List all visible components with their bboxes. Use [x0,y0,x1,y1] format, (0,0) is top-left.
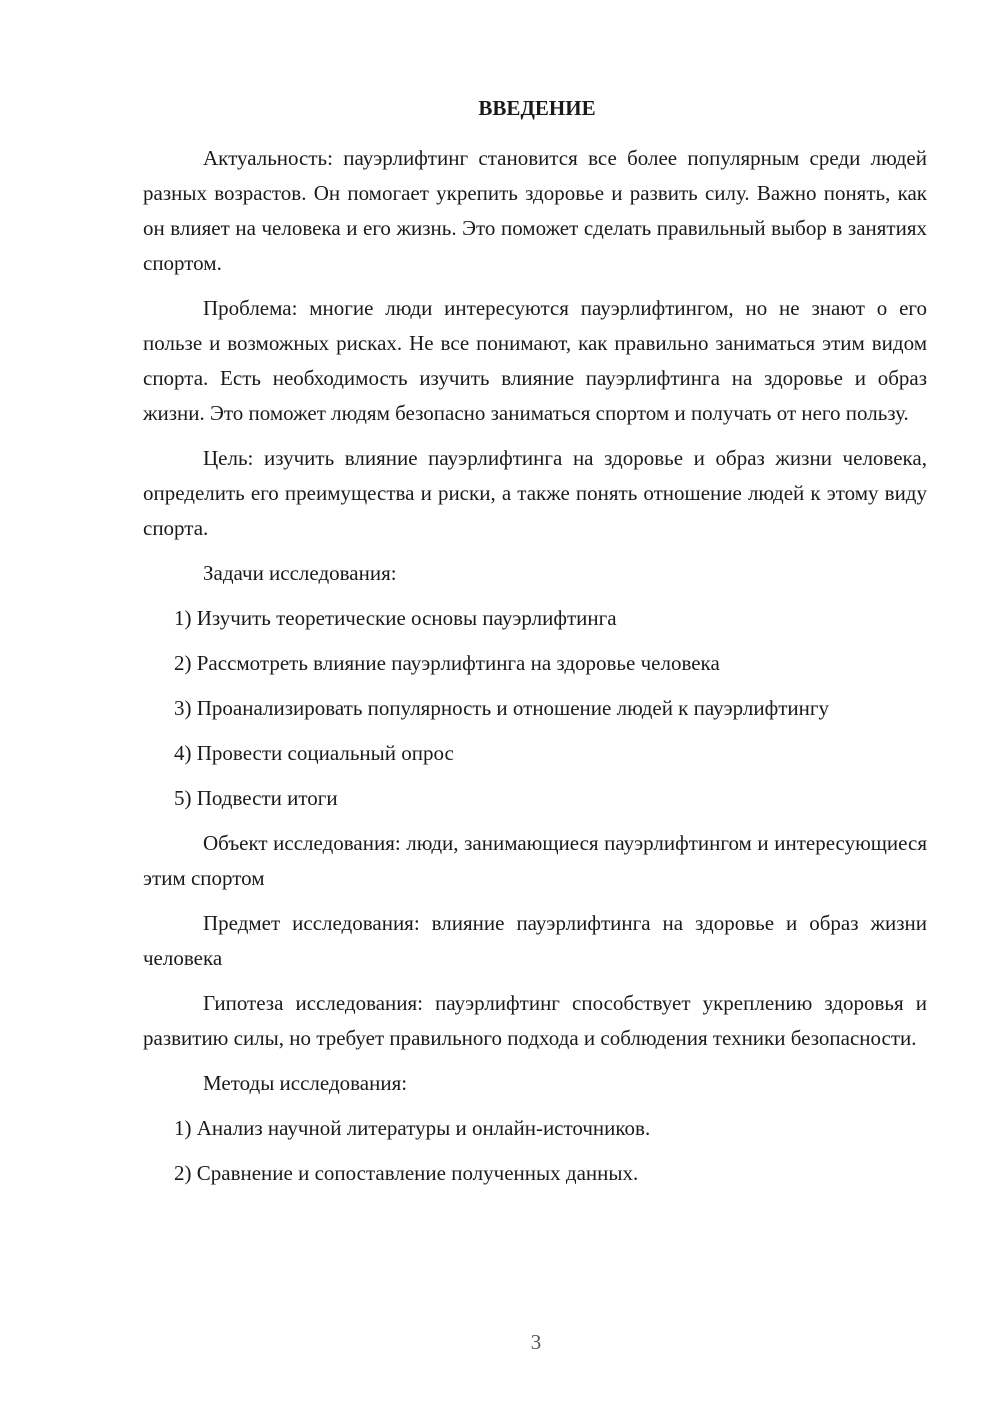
task-item-3: 3) Проанализировать популярность и отношение людей к пауэрлифтингу [174,696,829,720]
goal-paragraph: Цель: изучить влияние пауэрлифтинга на здоровье и образ жизни человека, определить его преимущества и риски, а также понять отношение людей к этому виду спорта. [143,446,927,540]
hypothesis-paragraph: Гипотеза исследования: пауэрлифтинг способствует укреплению здоровья и развитию силы, но требует правильного подхода и соблюдения техники безопасности. [143,991,927,1050]
object-paragraph: Объект исследования: люди, занимающиеся пауэрлифтингом и интересующиеся этим спортом [143,831,927,890]
page-number: 3 [530,1330,542,1354]
relevance-paragraph: Актуальность: пауэрлифтинг становится все более популярным среди людей разных возрастов. Он помогает укрепить здоровье и развить силу. Важно понять, как он влияет на человека и его жизнь. Это поможет сделать правильный выбор в занятиях спортом. [143,146,927,275]
task-item-4: 4) Провести социальный опрос [174,741,454,765]
methods-heading: Методы исследования: [203,1071,408,1095]
tasks-heading: Задачи исследования: [203,561,397,585]
subject-paragraph: Предмет исследования: влияние пауэрлифтинга на здоровье и образ жизни человека [143,911,927,970]
section-title: ВВЕДЕНИЕ [478,96,596,120]
method-item-1: 1) Анализ научной литературы и онлайн-источников. [174,1116,651,1140]
method-item-2: 2) Сравнение и сопоставление полученных данных. [174,1161,639,1185]
task-item-5: 5) Подвести итоги [174,786,338,810]
task-item-1: 1) Изучить теоретические основы пауэрлифтинга [174,606,617,630]
document-body [143,141,927,1191]
task-item-2: 2) Рассмотреть влияние пауэрлифтинга на здоровье человека [174,651,720,675]
problem-paragraph: Проблема: многие люди интересуются пауэрлифтингом, но не знают о его пользе и возможных рисках. Не все понимают, как правильно заниматься этим видом спорта. Есть необходимость изучить влияние пауэрлифтинга на здоровье и образ жизни. Это поможет людям безопасно заниматься спортом и получать от него пользу. [143,296,927,425]
